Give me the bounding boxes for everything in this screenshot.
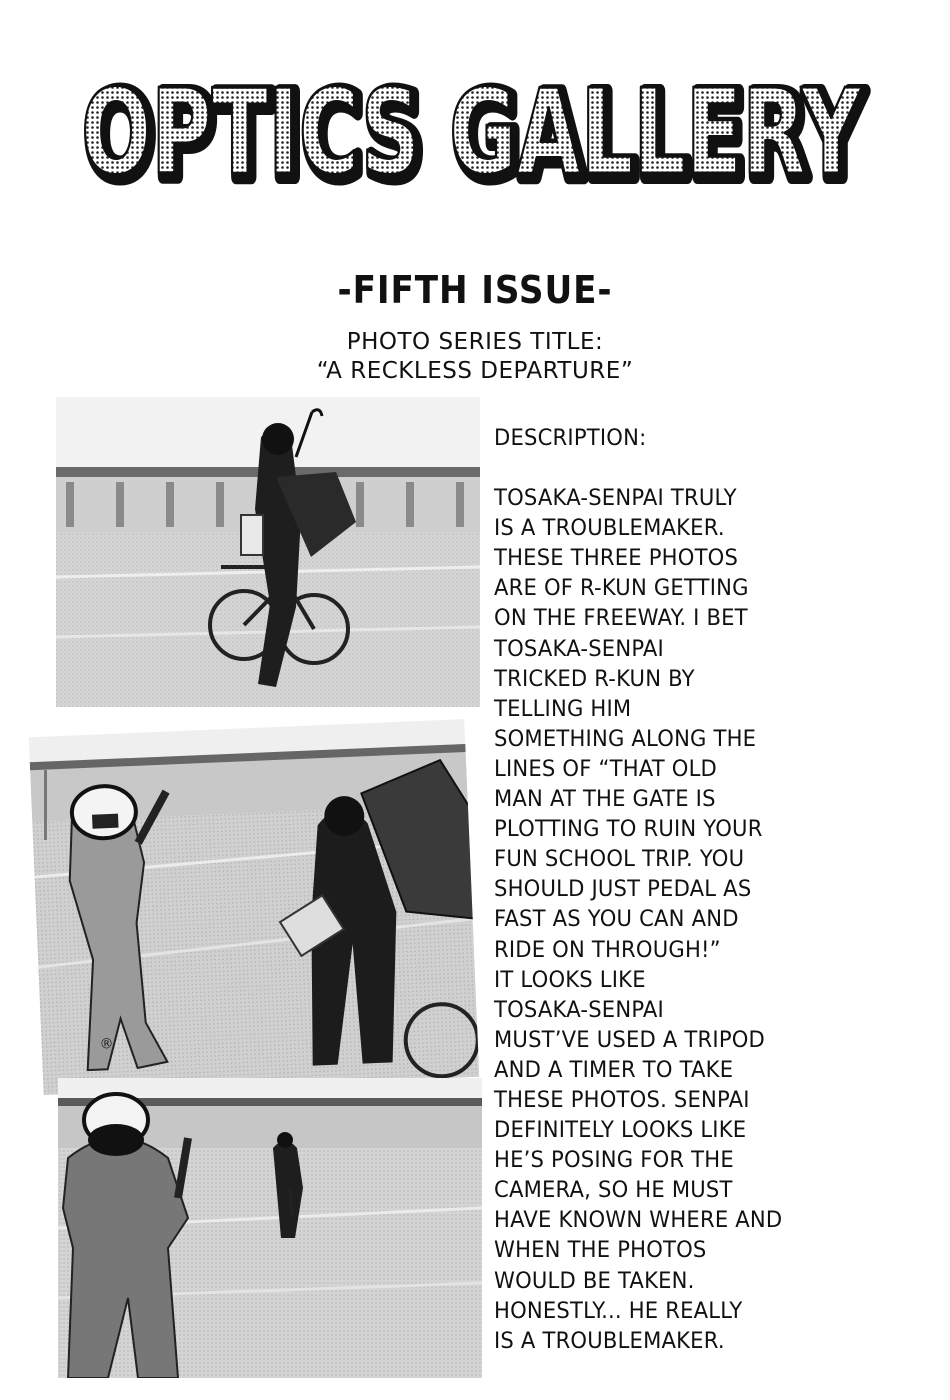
- description-line: RIDE ON THROUGH!”: [494, 937, 721, 963]
- series-title-name: “A RECKLESS DEPARTURE”: [316, 358, 634, 384]
- photo-bicycle-at-gate: [56, 397, 480, 707]
- series-title: [0, 328, 950, 386]
- description-line: HAVE KNOWN WHERE AND: [494, 1208, 783, 1234]
- gallery-banner: [75, 55, 875, 205]
- description-line: IS A TROUBLEMAKER.: [494, 516, 725, 542]
- description-line: DEFINITELY LOOKS LIKE: [494, 1118, 747, 1144]
- description-line: MAN AT THE GATE IS: [494, 787, 716, 813]
- description-line: FUN SCHOOL TRIP. YOU: [494, 847, 745, 873]
- description-line: HONESTLY... HE REALLY: [494, 1298, 743, 1324]
- photo-edge-mark: [44, 770, 47, 840]
- description-line: HE’S POSING FOR THE: [494, 1148, 734, 1174]
- banner-title: OPTICS GALLERY: [81, 63, 863, 201]
- description-line: LINES OF “THAT OLD: [494, 756, 718, 782]
- issue-heading: -FIFTH ISSUE-: [337, 268, 613, 312]
- description-line: AND A TIMER TO TAKE: [494, 1057, 734, 1083]
- photo-rider-through-gate: [58, 1078, 482, 1378]
- series-title-label: PHOTO SERIES TITLE:: [346, 329, 604, 355]
- description-line: ON THE FREEWAY. I BET: [494, 606, 748, 632]
- description-line: SOMETHING ALONG THE: [494, 726, 757, 752]
- description-line: WOULD BE TAKEN.: [494, 1268, 695, 1294]
- description-line: TELLING HIM: [494, 696, 632, 722]
- photo-guard-and-rider: [29, 719, 480, 1095]
- description-line: SHOULD JUST PEDAL AS: [494, 877, 752, 903]
- banner-shadow: OPTICS GALLERY: [85, 67, 867, 205]
- description-text: [494, 424, 884, 1357]
- description-line: THESE PHOTOS. SENPAI: [494, 1087, 750, 1113]
- description-line: MUST’VE USED A TRIPOD: [494, 1027, 766, 1053]
- description-line: FAST AS YOU CAN AND: [494, 907, 739, 933]
- description-line: TOSAKA-SENPAI: [494, 997, 664, 1023]
- description-line: THESE THREE PHOTOS: [494, 546, 739, 572]
- description-line: IS A TROUBLEMAKER.: [494, 1328, 725, 1354]
- photo-mark: ®: [99, 1036, 114, 1053]
- description-line: TOSAKA-SENPAI: [494, 636, 664, 662]
- description-line: CAMERA, SO HE MUST: [494, 1178, 733, 1204]
- description-line: TRICKED R-KUN BY: [494, 666, 695, 692]
- description-line: IT LOOKS LIKE: [494, 967, 646, 993]
- banner-lettering: [75, 55, 875, 205]
- description-line: ARE OF R-KUN GETTING: [494, 576, 749, 602]
- description-heading: DESCRIPTION:: [494, 426, 647, 451]
- description-line: WHEN THE PHOTOS: [494, 1238, 707, 1264]
- description-line: TOSAKA-SENPAI TRULY: [494, 486, 737, 512]
- description-line: PLOTTING TO RUIN YOUR: [494, 817, 763, 843]
